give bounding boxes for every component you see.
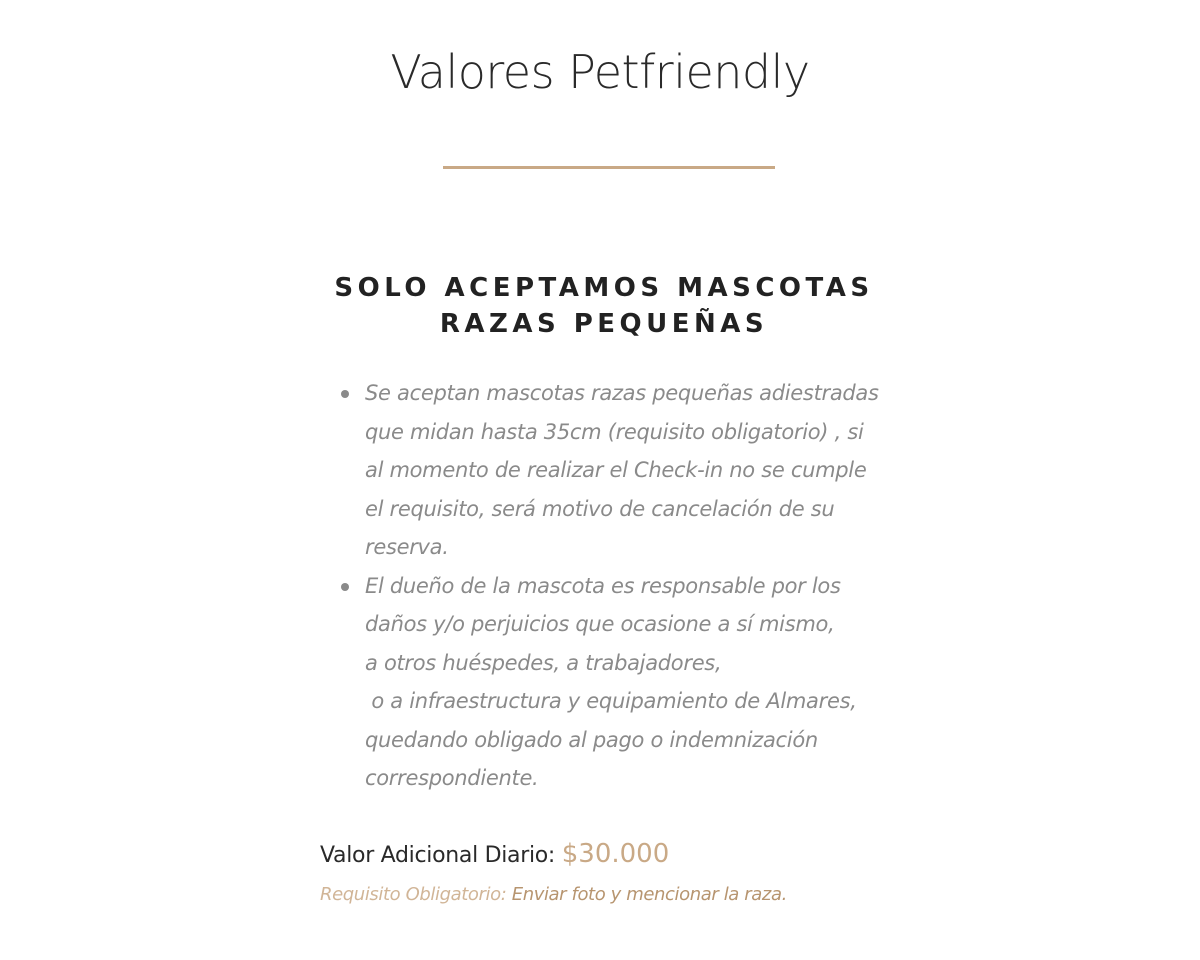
rule-line: daños y/o perjuicios que ocasione a sí mismo, bbox=[365, 612, 835, 636]
rule-line: a otros huéspedes, a trabajadores, bbox=[365, 650, 722, 675]
rule-line: o a infraestructura y equipamiento de Almares, bbox=[365, 689, 857, 713]
rule-line: al momento de realizar el Check-in no se cumple bbox=[365, 458, 867, 482]
section-heading-line-2: RAZAS PEQUEÑAS bbox=[439, 309, 769, 339]
requirement-label: Requisito Obligatorio: bbox=[320, 884, 512, 905]
rule-line: El dueño de la mascota es responsable por los bbox=[365, 573, 841, 598]
requirement-value: Enviar foto y mencionar la raza. bbox=[511, 884, 787, 905]
rule-item-size bbox=[338, 374, 898, 567]
page-title: Valores Petfriendly bbox=[390, 45, 810, 99]
rule-line: correspondiente. bbox=[365, 766, 539, 790]
rule-line: quedando obligado al pago o indemnización bbox=[365, 727, 818, 752]
requirement-row bbox=[320, 880, 787, 910]
rule-line: reserva. bbox=[365, 535, 449, 559]
title-divider bbox=[443, 166, 775, 169]
daily-price-value: $30.000 bbox=[561, 839, 670, 869]
daily-price-row bbox=[320, 836, 669, 874]
rule-item-liability bbox=[338, 567, 898, 798]
bullet-icon bbox=[341, 390, 349, 398]
rules-list bbox=[338, 374, 898, 798]
daily-price-label: Valor Adicional Diario: bbox=[320, 843, 562, 868]
section-heading bbox=[300, 270, 908, 342]
bullet-icon bbox=[341, 583, 349, 591]
rule-line: Se aceptan mascotas razas pequeñas adiestradas bbox=[365, 381, 879, 405]
rule-line: el requisito, será motivo de cancelación de su bbox=[365, 496, 835, 521]
rule-line: que midan hasta 35cm (requisito obligatorio) , si bbox=[365, 419, 864, 444]
section-heading-line-1: SOLO ACEPTAMOS MASCOTAS bbox=[334, 273, 874, 303]
